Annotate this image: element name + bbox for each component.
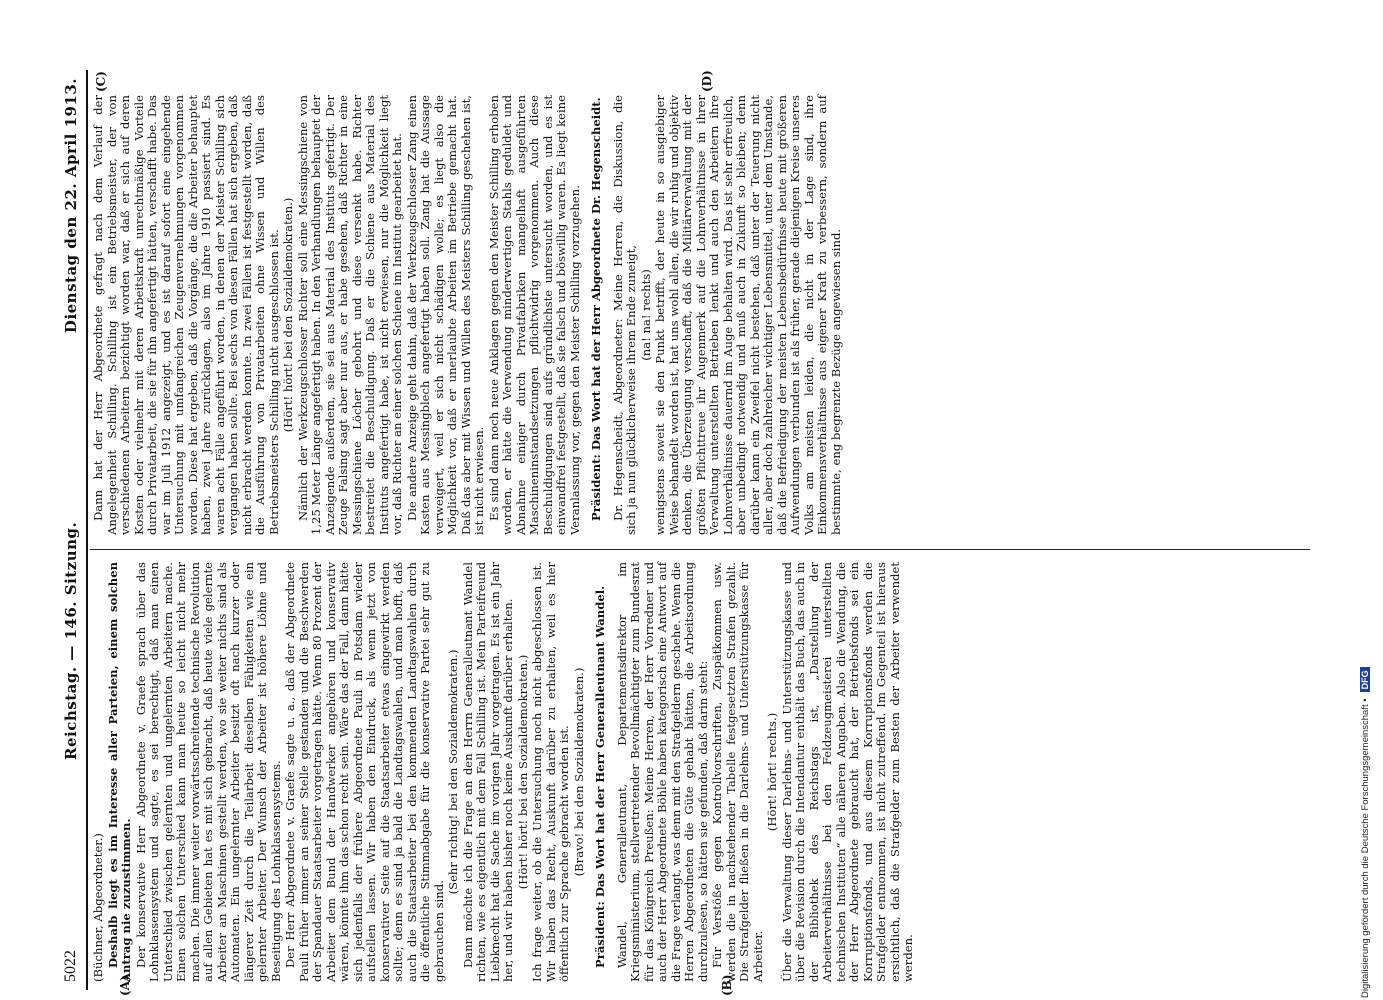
rotated-page xyxy=(60,70,1320,996)
paragraph: Nämlich der Werkzeugschlosser Richter soll eine Messingschiene von 1,25 Meter Länge angefertigt haben. In den Verhandlungen behauptet der Anzeigende außerdem, sie sei aus Material des Instituts gefertigt. Der Zeuge Falsing sagt aber nur aus, er habe gesehen, daß Richter in eine Messingschiene Löcher gebohrt und diese versenkt habe. Richter bestreitet die Beschuldigung. Daß er die Schiene aus Material des Instituts angefertigt habe, ist nicht erwiesen, nur die Möglichkeit liegt vor, daß Richter an einer solchen Schiene im Institut gearbeitet hat. xyxy=(295,95,404,535)
interjection: (Hört! hört! rechts.) xyxy=(765,712,779,832)
paragraph: Der konservative Herr Abgeordnete v. Graefe sprach über das Lohnklassensystem und sagte, es sei berechtigt, daß man einen Unterschied zwischen gelernten und ungelernten Arbeitern mache. Einen solchen Unterschied kann man heute so leicht nicht mehr machen. Die immer weiter vorwärtsschreitende technische Revolution auf allen Gebieten hat es mit sich gebracht, daß heute viele gelernte Arbeiter an Maschinen gestellt werden, wo sie weiter nichts sind als Automaten. Ein ungelernter Arbeiter besitzt oft nach kurzer oder längerer Zeit durch die Teilarbeit dieselben Fähigkeiten wie ein gelernter Arbeiter. Der Wunsch der Arbeiter ist höhere Löhne und Beseitigung des Lohnklassensystems. xyxy=(133,562,283,982)
paragraph: Der Herr Abgeordnete v. Graefe sagte u. a., daß der Abgeordnete Pauli früher immer an seiner Stelle gestanden und die Beschwerden der Spandauer Staatsarbeiter vorgetragen hätte. Wenn 80 Prozent der Arbeiter dem Bund der Handwerker angehören und konservativ wären, könnte ihm das schon recht sein. Wäre das der Fall, dann hätte sich jedenfalls der frühere Abgeordnete Pauli in Potsdam wieder aufstellen lassen. Wir haben den Eindruck, als wenn jetzt von konservativer Seite auf die Staatsarbeiter etwas eingewirkt werden sollte; denn es sind ja bald die Landtagswahlen, und man hofft, daß auch die Staatsarbeiter bei den kommenden Landtagswahlen durch die öffentliche Stimmabgabe für die konservative Partei sehr gut zu gebrauchen sind. xyxy=(283,562,446,982)
session-date: Dienstag den 22. April 1913. xyxy=(62,78,80,334)
margin-marker-d: (D) xyxy=(700,70,714,92)
margin-marker-c: (C) xyxy=(94,71,108,92)
paragraph: Dann möchte ich die Frage an den Herrn Generalleutnant Wandel richten, wie es eigentlich mit dem Fall Schilling ist. Mein Parteifreund Liebknecht hat die Sache im vorigen Jahr vorgetragen. Es ist ein Jahr her, und wir haben bisher noch keine Auskunft darüber erhalten. xyxy=(460,562,515,982)
paragraph: Es sind dann noch neue Anklagen gegen den Meister Schilling erhoben worden, er hätte die Verwendung minderwertigen Stahls geduldet und Abnahme einiger durch Privatfabriken mangelhaft ausgeführten Maschineninstandsetzungen pflichtwidrig vorgenommen. Auch diese Beschuldigungen sind aufs gründlichste untersucht worden, und es ist einwandfrei festgestellt, daß sie falsch und böswillig waren. Es liegt keine Veranlassung vor, gegen den Meister Schilling vorzugehen. xyxy=(486,95,582,535)
president-statement: Präsident: Das Wort hat der Herr Generalleutnant Wandel. xyxy=(593,585,607,968)
dfg-logo: DFG xyxy=(1360,667,1370,692)
page-header xyxy=(60,70,88,990)
interjection: (Hört! hört! bei den Sozialdemokraten.) xyxy=(515,654,530,890)
digitization-credit xyxy=(1360,8,1378,998)
paragraph: Deshalb liegt es im Interesse aller Parteien, einem solchen Antrag nie zuzustimmen. xyxy=(105,562,133,982)
interjection: (Bravo! bei den Sozialdemokraten.) xyxy=(571,667,586,877)
credit-text: Digitalisierung gefördert durch die Deutsche Forschungsgemeinschaft • xyxy=(1360,698,1371,998)
paragraph: Die andere Anzeige geht dahin, daß der Werkzeugschlosser Zang einen Kasten aus Messingblech angefertigt haben soll. Zang hat die Aussage verweigert, weil er sich nicht schädigen wolle; es liegt also die Möglichkeit vor, daß er unerlaubte Arbeiten im Betriebe gemacht hat. Daß das aber mit Wissen und Willen des Meisters Schilling geschehen ist, ist nicht erwiesen. xyxy=(404,95,486,535)
paragraph: Über die Verwaltung dieser Darlehns- und Unterstützungskasse und über die Revision durch die Intendantur enthält das Buch, das auch in der Bibliothek des Reichstags ist, „Darstellung der Arbeiterverhältnisse bei den Feldzeugmeisterei unterstellten technischen Instituten“ alle näheren Angaben. Also die Wendung, die der Herr Abgeordnete gebraucht hat, der Betriebsfonds sei ein Korruptionsfonds, und aus diesem Korruptionsfonds werden die Strafgelder entnommen, ist nicht zutreffend. Im Gegenteil ist hieraus ersichtlich, daß die Strafgelder zum Besten der Arbeiter verwendet werden. xyxy=(779,562,915,982)
margin-marker-a: (A) xyxy=(118,975,132,996)
paragraph: Dr. Hegenscheidt, Abgeordneter: Meine Herren, die Diskussion, die sich ja nun glücklicherweise ihrem Ende zuneigt, xyxy=(610,95,638,535)
paragraph: Ich frage weiter, ob die Untersuchung noch nicht abgeschlossen ist. Wir haben das Recht, Auskunft darüber zu erhalten, weil es hier öffentlich zur Sprache gebracht worden ist. xyxy=(530,562,571,982)
speaker-note: (Büchner, Abgeordneter.) xyxy=(91,833,105,982)
left-column xyxy=(92,562,917,982)
paragraph: Wandel, Generalleutnant, Departementsdirektor im Kriegsministerium, stellvertretender Bevollmächtigter zum Bundesrat für das Königreich Preußen: Meine Herren, der Herr Vorredner und auch der Herr Abgeordnete Böhle haben kategorisch eine Antwort auf die Frage verlangt, was denn mit den Strafgeldern geschehe. Wenn die Herren Abgeordneten die Güte gehabt hätten, die Arbeitsordnung durchzulesen, so hätten sie gefunden, daß darin steht: xyxy=(614,562,710,982)
interjection: (Hört! hört! bei den Sozialdemokraten.) xyxy=(281,197,295,433)
interjection: (Sehr richtig! bei den Sozialdemokraten.) xyxy=(446,649,460,895)
column-divider xyxy=(90,549,1310,550)
president-statement: Präsident: Das Wort hat der Herr Abgeordnete Dr. Hegenscheidt. xyxy=(589,97,603,521)
margin-marker-b: (B) xyxy=(720,974,734,996)
paragraph: wenigstens soweit sie den Punkt betrifft, der heute in so ausgiebiger Weise behandelt worden ist, hat uns wohl allen, die wir ruhig und objektiv denken, die Überzeugung verschafft, daß die Militärverwaltung mit der größten Pflichttreue ihr Augenmerk auf die Lohnverhältnisse in ihrer Verwaltung unterstellten Betrieben lenkt und auch den Arbeitern ihre Lohnverhältnisse dauernd im Auge behalten wird. Das ist sehr erfreulich, aber unbedingt notwendig und muß auch in Zukunft so bleiben; denn darüber kann ein Zweifel nicht bestehen, daß unter der Teuerung nicht aller, aber doch zahlreicher wichtiger Lebensmittel, unter dem Umstande, daß die Befriedigung der meisten Lebensbedürfnisse heute mit größeren Aufwendungen verbunden ist als früher, gerade diejenigen Kreise unseres Volks am meisten leiden, die nicht in der Lage sind, ihre Einkommensverhältnisse aus eigener Kraft zu verbessern, sondern auf bestimmte, eng begrenzte Bezüge angewiesen sind. xyxy=(653,95,843,535)
right-column xyxy=(92,95,844,535)
paragraph: Dann hat der Herr Abgeordnete gefragt nach dem Verlauf der Angelegenheit Schilling. Schilling ist ein Betriebsmeister, der von verschiedenen Arbeitern bezichtigt worden war, daß er sich auf deren Kosten oder vielmehr mit deren Arbeitskraft unrechtmäßige Vorteile durch Privatarbeit, die sie für ihn angefertigt hätten, verschafft habe. Das war im Juli 1912 angezeigt, und es ist darauf sofort eine eingehende Untersuchung mit umfangreichen Zeugenvernehmungen vorgenommen worden. Diese hat ergeben, daß die Vorgänge, die die Arbeiter behauptet haben, zwei Jahre zurücklagen, also im Jahre 1910 passiert sind. Es waren acht Fälle angeführt worden, in denen der Meister Schilling sich vergangen haben sollte. Bei sechs von diesen Fällen hat sich ergeben, daß nicht erbracht werden konnte. In zwei Fällen ist festgestellt worden, daß die Ausführung von Privatarbeiten ohne Wissen und Willen des Betriebsmeisters Schilling nicht ausgeschlossen ist. xyxy=(91,95,281,535)
quoted-rule: Für Verstöße gegen Kontrollvorschriften, Zuspätkommen usw. werden die in nachstehender Tabelle festgesetzten Strafen gezahlt. Die Strafgelder fließen in die Darlehns- und Unterstützungskasse für Arbeiter. xyxy=(710,562,765,982)
interjection: (na! na! rechts) xyxy=(638,269,653,361)
page-number: 5022 xyxy=(62,950,79,982)
session-title: Reichstag. — 146. Sitzung. xyxy=(62,521,80,760)
